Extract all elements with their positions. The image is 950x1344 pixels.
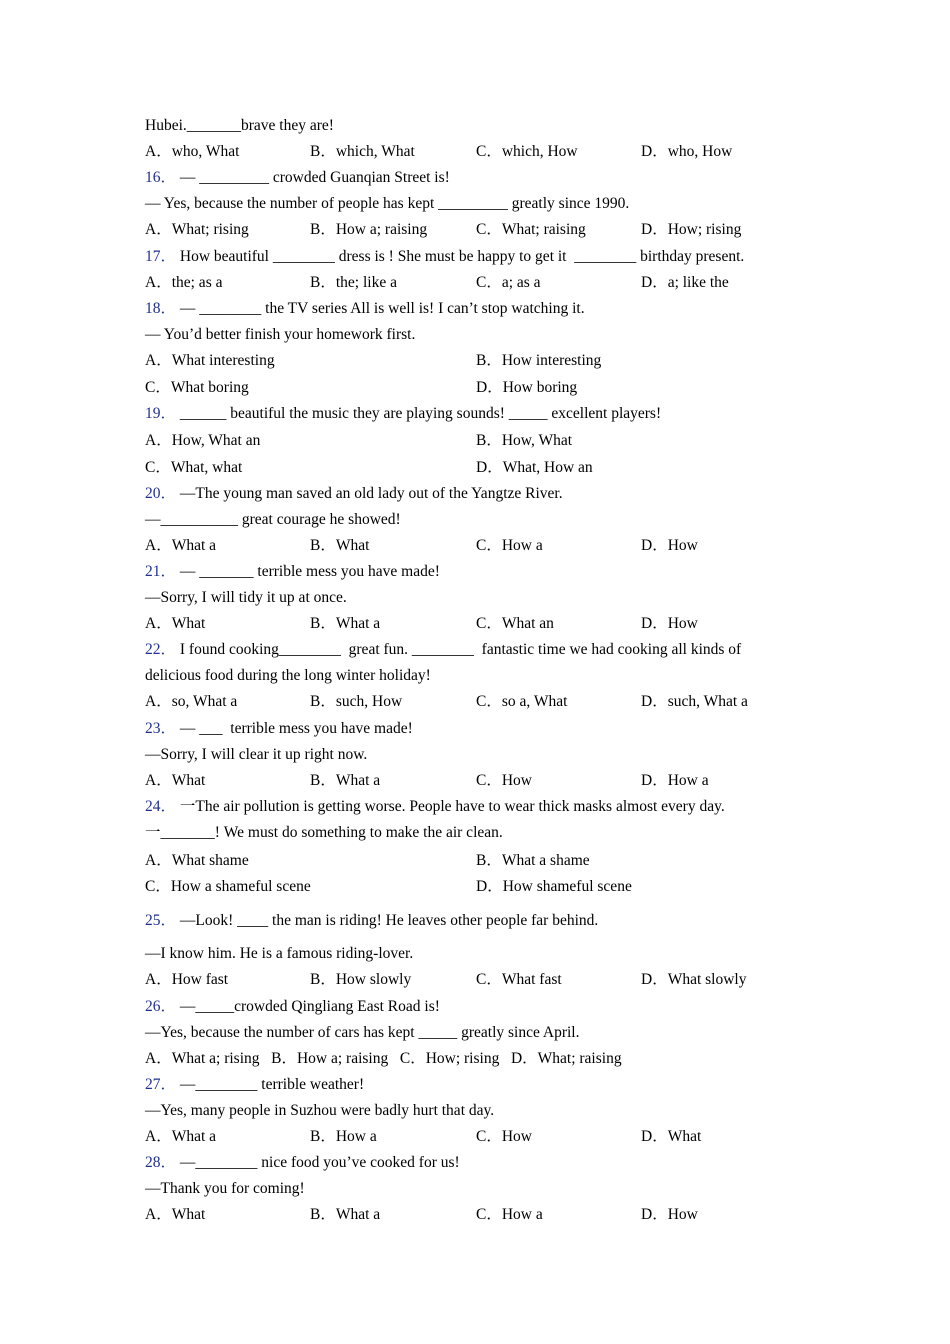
answer-option: A．What shame — [145, 852, 249, 869]
question-number: 28． — [145, 1154, 177, 1171]
question-number: 25． — [145, 912, 177, 929]
line-text: Hubei._______brave they are! — [145, 117, 334, 134]
answer-option: A．What a — [145, 1128, 217, 1145]
answer-option: B．How interesting — [476, 352, 602, 369]
text-line — [145, 325, 415, 345]
answer-option: C．How a shameful scene — [145, 878, 311, 895]
line-text: —Yes, because the number of cars has kept _____ greatly since April. — [145, 1024, 580, 1041]
line-text: —________ terrible weather! — [179, 1076, 365, 1093]
line-text: How beautiful ________ dress is ! She must be happy to get it ________ birthday present. — [179, 248, 745, 265]
answer-option: C．What boring — [145, 379, 249, 396]
question-number: 20． — [145, 485, 177, 502]
answer-option: C．How — [476, 1128, 532, 1145]
question-number: 23． — [145, 720, 177, 737]
question-stem — [145, 719, 413, 739]
line-text: —Yes, many people in Suzhou were badly hurt that day. — [145, 1102, 495, 1119]
answer-option: C．which, How — [476, 143, 578, 160]
answer-option: D．What, How an — [476, 459, 593, 476]
line-text: —Look! ____ the man is riding! He leaves other people far behind. — [179, 912, 599, 929]
question-stem — [145, 911, 598, 931]
line-text: — _________ crowded Guanqian Street is! — [179, 169, 450, 186]
line-text: —Sorry, I will tidy it up at once. — [145, 589, 347, 606]
line-text: I found cooking________ great fun. ________ fantastic time we had cooking all kinds of — [179, 641, 742, 658]
answer-option: C．a; as a — [476, 274, 541, 291]
question-stem — [145, 562, 440, 582]
answer-option: A．What — [145, 772, 206, 789]
text-line — [145, 944, 413, 964]
answer-option: B．such, How — [310, 693, 403, 710]
question-stem — [145, 1075, 364, 1095]
line-text: 一The air pollution is getting worse. People have to wear thick masks almost every day. — [179, 798, 725, 815]
question-stem — [145, 299, 585, 319]
answer-option: B．which, What — [310, 143, 415, 160]
answer-option: B．How, What — [476, 432, 573, 449]
line-text: A．What a; rising B．How a; raising C．How; rising D．What; raising — [145, 1050, 622, 1067]
question-stem — [145, 484, 563, 504]
answer-option: B．What a — [310, 1206, 381, 1223]
line-text: —__________ great courage he showed! — [145, 511, 401, 528]
text-line — [145, 116, 334, 136]
answer-option: B．How a; raising — [310, 221, 428, 238]
line-text: — Yes, because the number of people has kept _________ greatly since 1990. — [145, 195, 630, 212]
line-text: ______ beautiful the music they are playing sounds! _____ excellent players! — [179, 405, 662, 422]
answer-option: A．so, What a — [145, 693, 238, 710]
answer-option: A．What — [145, 615, 206, 632]
answer-option: B．How slowly — [310, 971, 412, 988]
line-text: — ___ terrible mess you have made! — [179, 720, 413, 737]
answer-option: A．What; rising — [145, 221, 249, 238]
line-text: —_____crowded Qingliang East Road is! — [179, 998, 440, 1015]
question-number: 22． — [145, 641, 177, 658]
answer-option: C．What an — [476, 615, 554, 632]
question-number: 21． — [145, 563, 177, 580]
question-stem — [145, 247, 744, 267]
answer-option: D．How shameful scene — [476, 878, 632, 895]
text-line — [145, 666, 431, 686]
line-text: —________ nice food you’ve cooked for us! — [179, 1154, 460, 1171]
answer-option: C．so a, What — [476, 693, 568, 710]
text-line — [145, 823, 503, 843]
text-line — [145, 1023, 579, 1043]
answer-option: D．How — [641, 537, 698, 554]
answer-option: A．What — [145, 1206, 206, 1223]
answer-option: D．What slowly — [641, 971, 747, 988]
answer-option: D．a; like the — [641, 274, 729, 291]
line-text: — _______ terrible mess you have made! — [179, 563, 440, 580]
answer-option: D．How a — [641, 772, 709, 789]
line-text: delicious food during the long winter holiday! — [145, 667, 431, 684]
line-text: —I know him. He is a famous riding-lover. — [145, 945, 414, 962]
answer-option: A．who, What — [145, 143, 240, 160]
question-stem — [145, 640, 741, 660]
answer-option: B．How a — [310, 1128, 377, 1145]
answer-option: C．What, what — [145, 459, 243, 476]
answer-option: C．How a — [476, 1206, 543, 1223]
answer-option: C．How — [476, 772, 532, 789]
answer-option: B．What a — [310, 615, 381, 632]
answer-option: D．such, What a — [641, 693, 748, 710]
question-number: 27． — [145, 1076, 177, 1093]
text-line — [145, 1049, 622, 1069]
answer-option: A．What interesting — [145, 352, 275, 369]
line-text: —Thank you for coming! — [145, 1180, 305, 1197]
line-text: 一_______! We must do something to make the air clean. — [145, 824, 503, 841]
question-number: 18． — [145, 300, 177, 317]
answer-option: C．What fast — [476, 971, 562, 988]
answer-option: D．How boring — [476, 379, 578, 396]
answer-option: B．What a — [310, 772, 381, 789]
answer-option: A．How fast — [145, 971, 229, 988]
text-line — [145, 194, 629, 214]
answer-option: A．the; as a — [145, 274, 223, 291]
text-line — [145, 1101, 494, 1121]
question-number: 17． — [145, 248, 177, 265]
question-stem — [145, 1153, 460, 1173]
answer-option: C．How a — [476, 537, 543, 554]
answer-option: B．the; like a — [310, 274, 397, 291]
question-stem — [145, 404, 661, 424]
answer-option: A．How, What an — [145, 432, 261, 449]
question-number: 16． — [145, 169, 177, 186]
text-line — [145, 745, 367, 765]
answer-option: D．who, How — [641, 143, 733, 160]
question-number: 19． — [145, 405, 177, 422]
question-number: 26． — [145, 998, 177, 1015]
question-stem — [145, 797, 725, 817]
question-number: 24． — [145, 798, 177, 815]
text-line — [145, 1179, 305, 1199]
line-text: — You’d better finish your homework first. — [145, 326, 416, 343]
question-stem — [145, 168, 450, 188]
answer-option: B．What — [310, 537, 370, 554]
answer-option: D．What — [641, 1128, 702, 1145]
line-text: —Sorry, I will clear it up right now. — [145, 746, 368, 763]
text-line — [145, 588, 347, 608]
answer-option: A．What a — [145, 537, 217, 554]
answer-option: D．How — [641, 1206, 698, 1223]
line-text: — ________ the TV series All is well is! I can’t stop watching it. — [179, 300, 585, 317]
text-line — [145, 510, 401, 530]
answer-option: D．How — [641, 615, 698, 632]
answer-option: D．How; rising — [641, 221, 742, 238]
answer-option: C．What; raising — [476, 221, 586, 238]
answer-option: B．What a shame — [476, 852, 590, 869]
line-text: —The young man saved an old lady out of the Yangtze River. — [179, 485, 563, 502]
question-stem — [145, 997, 440, 1017]
